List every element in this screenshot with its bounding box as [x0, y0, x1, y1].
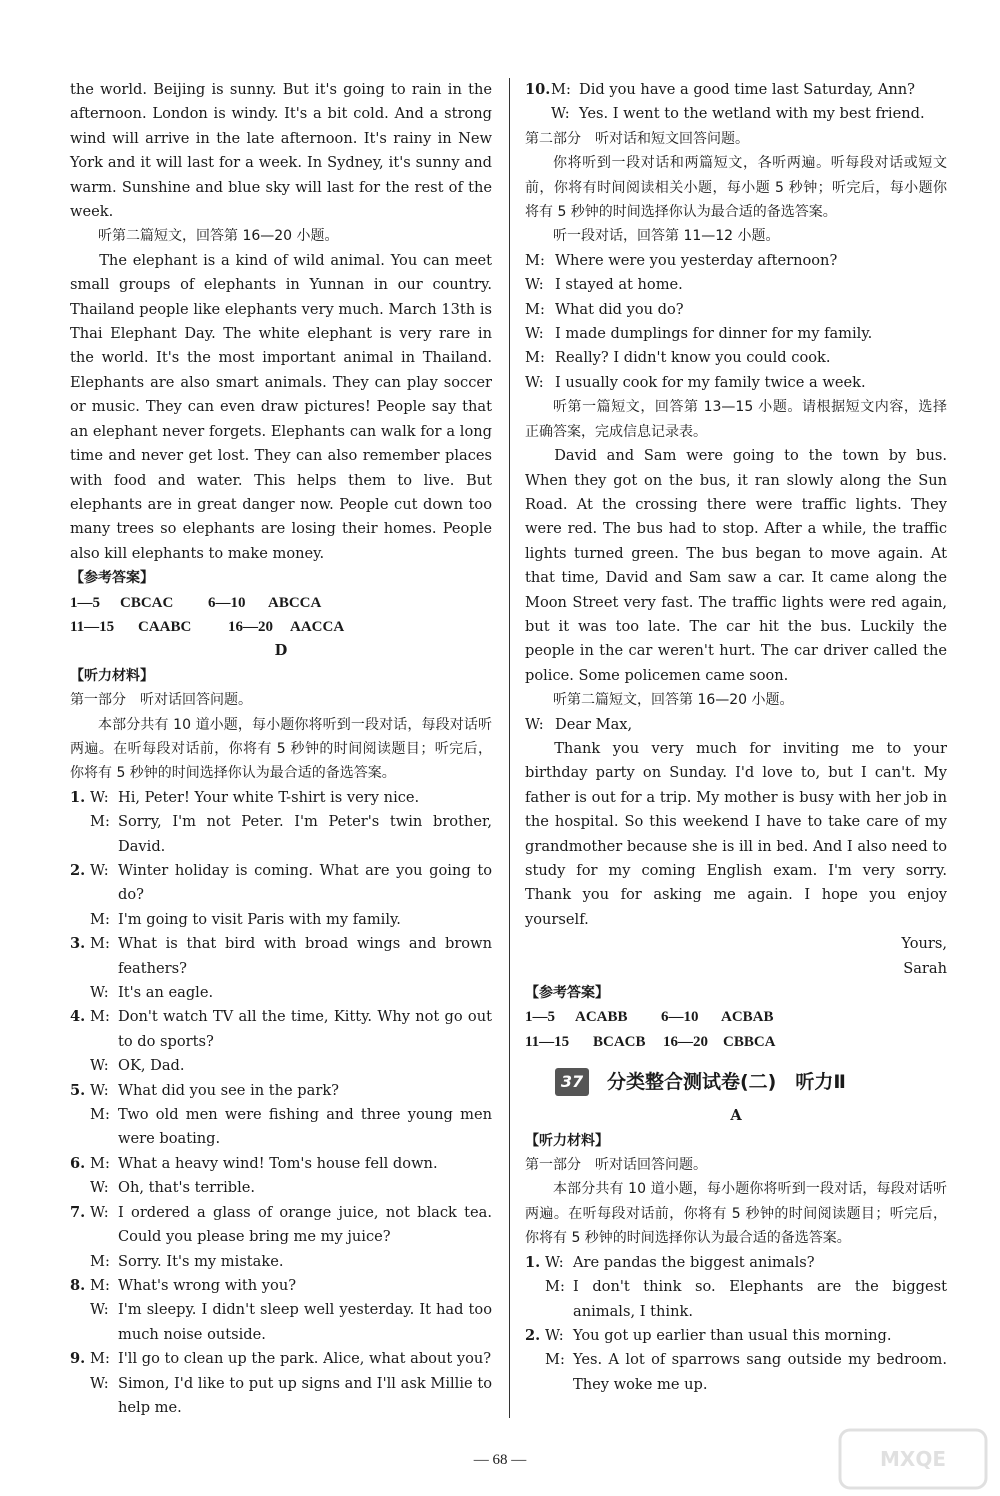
answer-row [525, 1030, 947, 1054]
section-title [555, 1068, 947, 1096]
answer-row [70, 591, 492, 615]
dialog-item [70, 1079, 492, 1152]
speaker: M: [525, 349, 545, 367]
dialog-item [70, 786, 492, 859]
part-title: 第一部分 听对话回答问题。 [525, 1157, 707, 1174]
section-letter: D [274, 642, 288, 660]
dialog-line: Hi, Peter! Your white T-shirt is very nice. [118, 788, 420, 806]
letter-body: Thank you very much for inviting me to your birthday party on Sunday. I'd love to, but I can't. My father is out for a trip. My mother is busy with her job in the hospital. So this weekend I have to take care of my grandmother because she is ill in bed. And I also need to study for my coming English exam. I'm very sorry. Thank you for asking me again. I hope you enjoy yourself. [525, 739, 947, 928]
answer-value: AACCA [290, 618, 345, 635]
right-column [525, 78, 947, 1397]
speaker: W: [551, 105, 570, 123]
answer-key [525, 1005, 947, 1054]
question-number: 8. [70, 1276, 86, 1294]
paragraph: the world. Beijing is sunny. But it's going to rain in the afternoon. London is windy. It's a bit cold. And a strong wind will arrive in the late afternoon. It's rainy in New York and it will last for a week. In Sydney, it's sunny and warm. Sunshine and blue sky will last for the rest of the week. [70, 81, 492, 221]
dialog-item [70, 1152, 492, 1201]
dialog-line: Two old men were fishing and three young men were boating. [118, 1106, 492, 1148]
speaker: M: [545, 1278, 565, 1296]
dialog-line: What did you do? [555, 300, 684, 318]
answer-row [70, 615, 492, 639]
letter-closing: Yours, [901, 935, 947, 953]
dialog-line: I ordered a glass of orange juice, not black tea. Could you please bring me my juice? [118, 1203, 492, 1246]
dialog-line: I stayed at home. [555, 276, 683, 294]
dialog-line: I usually cook for my family twice a week. [555, 373, 866, 391]
dialog-line: I made dumplings for dinner for my family. [555, 325, 873, 343]
material-label: 【听力材料】 [525, 1132, 609, 1149]
dialog-line: Simon, I'd like to put up signs and I'll ask Millie to help me. [118, 1374, 492, 1416]
dialog-line: What a heavy wind! Tom's house fell down. [118, 1154, 438, 1172]
answer-value: BCACB [593, 1033, 646, 1050]
column-divider [509, 78, 510, 1418]
speaker: M: [90, 1350, 110, 1368]
letter-signature: Sarah [903, 959, 947, 977]
answer-range: 6—10 [661, 1009, 699, 1026]
speaker: M: [545, 1351, 565, 1369]
speaker: M: [90, 1252, 110, 1270]
question-number: 5. [70, 1081, 86, 1099]
speaker: W: [545, 1326, 564, 1344]
dialog-line: Yes. A lot of sparrows sang outside my bedroom. They woke me up. [573, 1351, 947, 1393]
speaker: W: [90, 788, 109, 806]
speaker: M: [90, 935, 110, 953]
question-number: 4. [70, 1008, 86, 1026]
dialog-line: Winter holiday is coming. What are you going to do? [118, 862, 492, 904]
question-number: 1. [70, 788, 86, 806]
dialog-line: You got up earlier than usual this morning. [573, 1326, 892, 1344]
dialog-line: Yes. I went to the wetland with my best friend. [579, 105, 925, 123]
speaker: M: [90, 910, 110, 928]
dialog-heading: 听一段对话，回答第 11—12 小题。 [553, 228, 780, 245]
answer-range: 11—15 [525, 1033, 570, 1050]
question-number: 3. [70, 935, 86, 953]
dialog-block [525, 249, 947, 395]
dialog-list [70, 786, 492, 1421]
section-badge: 37 [555, 1068, 589, 1096]
part-title: 第二部分 听对话和短文回答问题。 [525, 130, 749, 147]
answer-key [70, 591, 492, 640]
dialog-line: Sorry. It's my mistake. [118, 1252, 284, 1270]
part-intro: 本部分共有 10 道小题，每小题你将听到一段对话，每段对话听两遍。在听每段对话前，你将有 5 秒钟的时间阅读题目；听完后，你将有 5 秒钟的时间选择你认为最合适的备选答案。 [70, 716, 492, 782]
answers-label: 【参考答案】 [525, 985, 609, 1002]
speaker: W: [90, 1057, 109, 1075]
dialog-item [525, 78, 947, 127]
dialog-line: What did you see in the park? [118, 1081, 339, 1099]
question-number: 9. [70, 1350, 86, 1368]
answer-value: CBCAC [120, 594, 174, 611]
answer-range: 1—5 [70, 594, 100, 611]
answer-range: 11—15 [70, 618, 115, 635]
answer-value: ACBAB [721, 1009, 774, 1026]
question-number: 7. [70, 1203, 86, 1221]
dialog-line: Did you have a good time last Saturday, Ann? [579, 81, 916, 98]
question-number: 2. [70, 862, 86, 879]
part-title: 第一部分 听对话回答问题。 [70, 692, 252, 709]
passage-heading: 听第一篇短文，回答第 13—15 小题。请根据短文内容，选择正确答案，完成信息记录表。 [525, 399, 947, 440]
answers-label: 【参考答案】 [70, 570, 154, 587]
dialog-line: It's an eagle. [118, 984, 214, 1002]
letter-greeting: Dear Max, [555, 715, 633, 733]
dialog-item [70, 1201, 492, 1274]
part-intro: 本部分共有 10 道小题，每小题你将听到一段对话，每段对话听两遍。在听每段对话前，你将有 5 秒钟的时间阅读题目；听完后，你将有 5 秒钟的时间选择你认为最合适的备选答案。 [525, 1181, 947, 1247]
speaker: M: [551, 81, 571, 98]
section-letter: A [730, 1107, 742, 1125]
dialog-line: I'll go to clean up the park. Alice, what about you? [118, 1350, 492, 1368]
speaker: M: [90, 1276, 110, 1294]
dialog-item [70, 1274, 492, 1347]
answer-range: 16—20 [663, 1033, 708, 1050]
dialog-item [70, 859, 492, 932]
question-number: 6. [70, 1154, 86, 1172]
passage-heading: 听第二篇短文，回答第 16—20 小题。 [98, 228, 339, 245]
dialog-line: Oh, that's terrible. [118, 1179, 256, 1197]
speaker: W: [90, 1179, 109, 1197]
answer-value: CBBCA [723, 1033, 776, 1050]
dialog-list [525, 1251, 947, 1397]
speaker: W: [545, 1253, 564, 1271]
dialog-line: I don't think so. Elephants are the biggest animals, I think. [573, 1278, 947, 1320]
dialog-line: Sorry, I'm not Peter. I'm Peter's twin brother, David. [118, 813, 492, 855]
passage-heading: 听第二篇短文，回答第 16—20 小题。 [553, 692, 794, 709]
speaker: W: [525, 325, 544, 343]
dialog-item [525, 1324, 947, 1397]
speaker: M: [90, 1154, 110, 1172]
dialog-line: OK, Dad. [118, 1057, 185, 1075]
speaker: W: [90, 1301, 109, 1319]
speaker: W: [90, 1081, 109, 1099]
speaker: M: [525, 300, 545, 318]
dialog-line: Are pandas the biggest animals? [573, 1253, 815, 1271]
answer-value: ABCCA [268, 594, 322, 611]
dialog-line: Don't watch TV all the time, Kitty. Why not go out to do sports? [118, 1008, 492, 1050]
svg-text:MXQE: MXQE [880, 1447, 946, 1471]
part-intro: 你将听到一段对话和两篇短文，各听两遍。听每段对话或短文前，你将有时间阅读相关小题，每小题 5 秒钟；听完后，每小题你将有 5 秒钟的时间选择你认为最合适的备选答案。 [525, 155, 947, 221]
speaker: M: [90, 1008, 110, 1026]
question-number: 10. [525, 81, 551, 98]
dialog-line: I'm sleepy. I didn't sleep well yesterday. It had too much noise outside. [118, 1301, 492, 1343]
answer-value: ACABB [575, 1009, 628, 1026]
question-number: 2. [525, 1326, 541, 1344]
answer-value: CAABC [138, 618, 192, 635]
speaker: W: [90, 984, 109, 1002]
answer-range: 1—5 [525, 1009, 555, 1026]
dialog-line: Where were you yesterday afternoon? [555, 251, 838, 269]
dialog-line: What is that bird with broad wings and brown feathers? [118, 935, 492, 977]
speaker: W: [525, 373, 544, 391]
answer-row [525, 1005, 947, 1029]
dialog-line: I'm going to visit Paris with my family. [118, 910, 401, 928]
speaker: M: [525, 251, 545, 269]
material-label: 【听力材料】 [70, 667, 154, 684]
dialog-line: Really? I didn't know you could cook. [555, 349, 831, 367]
dialog-item [525, 1251, 947, 1324]
answer-range: 16—20 [228, 618, 273, 635]
paragraph: The elephant is a kind of wild animal. You can meet small groups of elephants in Yunnan in our country. Thailand people like elephants very much. March 13th is Thai Elephant Day. The white elephant is very rare in the world. It's the most important animal in Thailand. Elephants are also smart animals. They can play soccer or music. They can even draw pictures! People say that an elephant never forgets. Elephants can walk for a long time and never get lost. They can also remember places with food and water. This helps them to live. But elephants are in great danger now. People cut down too many trees so elephants are losing their homes. People also kill elephants to make money. [70, 251, 492, 562]
left-column [70, 78, 492, 1420]
dialog-item [70, 932, 492, 1005]
speaker: W: [90, 1374, 109, 1392]
question-number: 1. [525, 1253, 541, 1271]
speaker: W: [90, 1203, 109, 1221]
speaker: W: [90, 862, 109, 879]
answer-range: 6—10 [208, 594, 246, 611]
section-title-text: 分类整合测试卷(二) 听力Ⅱ [607, 1071, 846, 1094]
dialog-line: What's wrong with you? [118, 1276, 297, 1294]
paragraph: David and Sam were going to the town by bus. When they got on the bus, it ran slowly along the Sun Road. At the crossing there were traffic lights. They were red. The bus had to stop. After a while, the traffic lights turned green. The bus began to move again. At that time, David and Sam saw a car. It came along the Moon Street very fast. The traffic lights were red again, but it was too late. The car hit the bus. Luckily the people in the car weren't hurt. The car driver called the police. Some policemen came soon. [525, 447, 947, 684]
dialog-item [70, 1005, 492, 1078]
speaker: M: [90, 813, 110, 831]
speaker: W: [525, 715, 544, 733]
speaker: W: [525, 276, 544, 294]
dialog-item [70, 1347, 492, 1420]
page-number: — 68 — [473, 1452, 527, 1468]
watermark-logo [838, 1428, 988, 1490]
speaker: M: [90, 1106, 110, 1124]
